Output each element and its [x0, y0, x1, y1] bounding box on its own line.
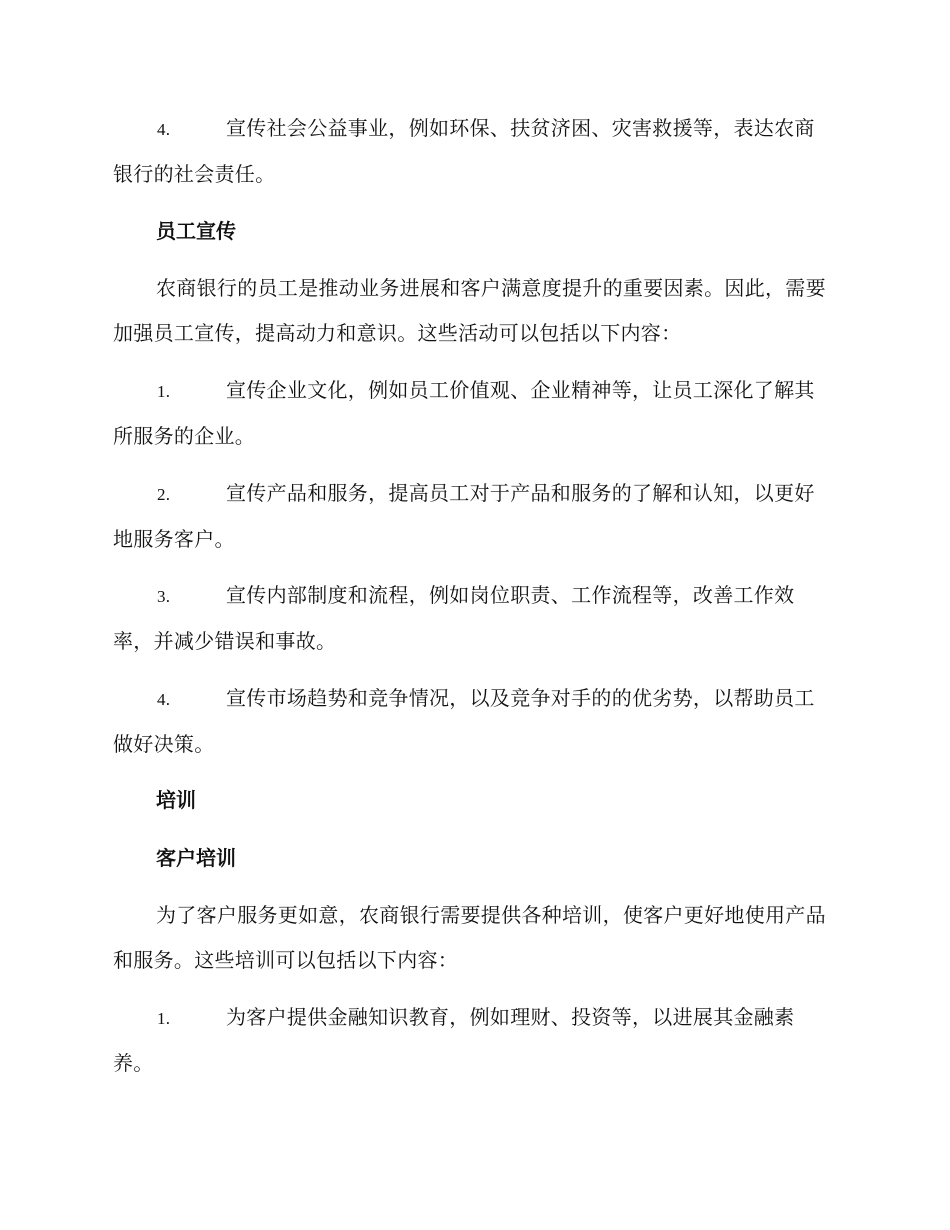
subsection-heading: 客户培训	[156, 846, 236, 870]
list-text: 宣传产品和服务，提高员工对于产品和服务的了解和认知，以更好地服务客户。	[113, 481, 815, 551]
list-item	[113, 573, 833, 664]
list-number: 1.	[157, 382, 171, 401]
list-item	[113, 471, 833, 562]
list-item	[113, 995, 833, 1086]
list-number: 1.	[157, 1009, 171, 1028]
list-item	[113, 368, 833, 459]
list-number: 3.	[157, 587, 171, 606]
list-text: 宣传企业文化，例如员工价值观、企业精神等，让员工深化了解其所服务的企业。	[113, 378, 815, 448]
list-number: 4.	[157, 690, 171, 709]
paragraph: 农商银行的员工是推动业务进展和客户满意度提升的重要因素。因此，需要加强员工宣传，提高动力和意识。这些活动可以包括以下内容：	[113, 276, 826, 345]
list-text: 为客户提供金融知识教育，例如理财、投资等，以进展其金融素养。	[113, 1005, 795, 1075]
section-heading: 员工宣传	[156, 219, 236, 243]
list-text: 宣传市场趋势和竞争情况，以及竞争对手的的优劣势，以帮助员工做好决策。	[113, 686, 815, 756]
section-heading: 培训	[156, 788, 196, 812]
list-number: 2.	[157, 485, 171, 504]
paragraph: 为了客户服务更如意，农商银行需要提供各种培训，使客户更好地使用产品和服务。这些培训可以包括以下内容：	[113, 903, 826, 972]
list-text: 宣传社会公益事业，例如环保、扶贫济困、灾害救援等，表达农商银行的社会责任。	[113, 116, 815, 186]
list-item	[113, 106, 833, 197]
list-text: 宣传内部制度和流程，例如岗位职责、工作流程等，改善工作效率，并减少错误和事故。	[113, 583, 795, 653]
list-number: 4.	[157, 120, 171, 139]
list-item	[113, 676, 833, 767]
